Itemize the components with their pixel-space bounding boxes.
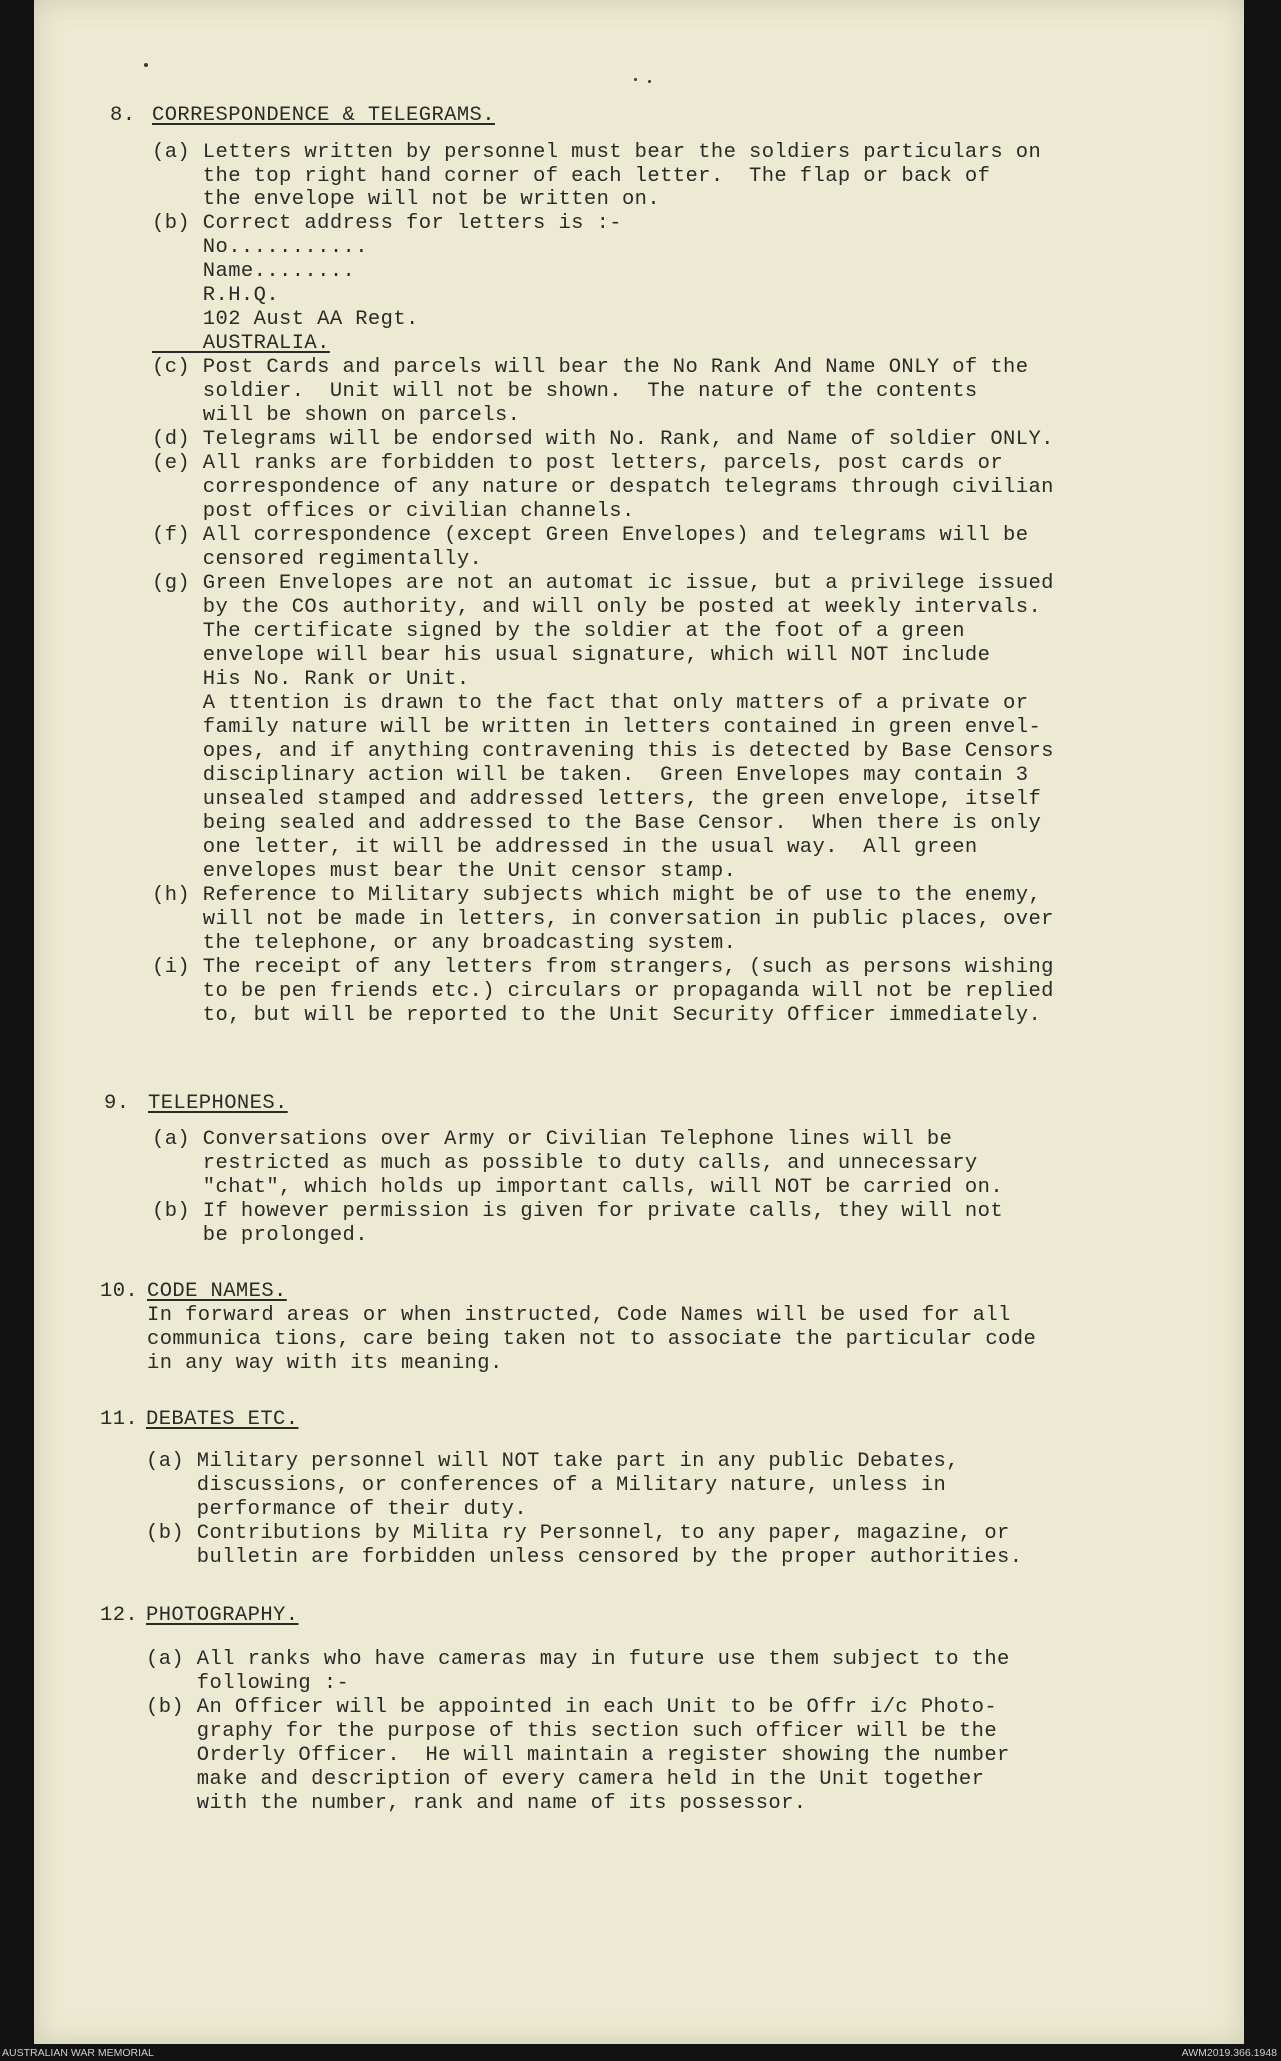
section-heading: PHOTOGRAPHY. <box>146 1604 299 1627</box>
text-line: will not be made in letters, in conversation in public places, over <box>152 908 1054 931</box>
text-line: discussions, or conferences of a Military nature, unless in <box>146 1474 947 1497</box>
text-line: be prolonged. <box>152 1224 368 1247</box>
text-line: No........... <box>152 236 368 259</box>
ink-speck <box>648 80 651 83</box>
text-line: bulletin are forbidden unless censored by the proper authorities. <box>146 1546 1023 1569</box>
text-line: In forward areas or when instructed, Code Names will be used for all <box>147 1304 1011 1327</box>
text-line: graphy for the purpose of this section such officer will be the <box>146 1720 998 1743</box>
text-line: restricted as much as possible to duty calls, and unnecessary <box>152 1152 978 1175</box>
text-line: 102 Aust AA Regt. <box>152 308 419 331</box>
text-line: family nature will be written in letters contained in green envel- <box>152 716 1042 739</box>
text-line: unsealed stamped and addressed letters, the green envelope, itself <box>152 788 1042 811</box>
text-line: opes, and if anything contravening this is detected by Base Censors <box>152 740 1054 763</box>
text-line: (b) Contributions by Milita ry Personnel, to any paper, magazine, or <box>146 1522 1010 1545</box>
text-line: The certificate signed by the soldier at the foot of a green <box>152 620 965 643</box>
text-line: censored regimentally. <box>152 548 483 571</box>
text-line: (f) All correspondence (except Green Envelopes) and telegrams will be <box>152 524 1029 547</box>
text-line: being sealed and addressed to the Base Censor. When there is only <box>152 812 1042 835</box>
section-number: 10. <box>100 1280 139 1303</box>
text-line: to, but will be reported to the Unit Security Officer immediately. <box>152 1004 1042 1027</box>
text-line: communica tions, care being taken not to associate the particular code <box>147 1328 1037 1351</box>
text-line: performance of their duty. <box>146 1498 528 1521</box>
text-line: Orderly Officer. He will maintain a register showing the number <box>146 1744 1010 1767</box>
text-line: (b) Correct address for letters is :- <box>152 212 622 235</box>
footer-left: AUSTRALIAN WAR MEMORIAL <box>2 2047 154 2059</box>
text-line: the top right hand corner of each letter. The flap or back of <box>152 165 991 188</box>
text-line: post offices or civilian channels. <box>152 500 635 523</box>
section-heading: DEBATES ETC. <box>146 1408 299 1431</box>
text-line: (i) The receipt of any letters from strangers, (such as persons wishing <box>152 956 1054 979</box>
text-line: (g) Green Envelopes are not an automat ic issue, but a privilege issued <box>152 572 1054 595</box>
text-line: (a) Military personnel will NOT take part in any public Debates, <box>146 1450 959 1473</box>
text-line: the telephone, or any broadcasting system. <box>152 932 737 955</box>
section-heading: CORRESPONDENCE & TELEGRAMS. <box>152 104 495 127</box>
text-line: following :- <box>146 1672 350 1695</box>
text-line: correspondence of any nature or despatch telegrams through civilian <box>152 476 1054 499</box>
text-line: in any way with its meaning. <box>147 1352 503 1375</box>
text-line: "chat", which holds up important calls, will NOT be carried on. <box>152 1176 1004 1199</box>
text-line: will be shown on parcels. <box>152 404 521 427</box>
text-line: one letter, it will be addressed in the usual way. All green <box>152 836 978 859</box>
text-line: (d) Telegrams will be endorsed with No. Rank, and Name of soldier ONLY. <box>152 428 1054 451</box>
footer-right: AWM2019.366.1948 <box>1181 2047 1277 2059</box>
text-line: (c) Post Cards and parcels will bear the No Rank And Name ONLY of the <box>152 356 1029 379</box>
text-line: Name........ <box>152 260 356 283</box>
section-heading: TELEPHONES. <box>148 1092 288 1115</box>
text-line: (a) Letters written by personnel must bear the soldiers particulars on <box>152 141 1042 164</box>
text-line: soldier. Unit will not be shown. The nature of the contents <box>152 380 978 403</box>
text-line: (h) Reference to Military subjects which might be of use to the enemy, <box>152 884 1042 907</box>
text-line: envelopes must bear the Unit censor stamp. <box>152 860 737 883</box>
typed-text <box>34 0 1244 2044</box>
text-line: the envelope will not be written on. <box>152 188 661 211</box>
text-line: His No. Rank or Unit. <box>152 668 470 691</box>
text-line: R.H.Q. <box>152 284 280 307</box>
text-line: by the COs authority, and will only be posted at weekly intervals. <box>152 596 1042 619</box>
section-number: 12. <box>100 1604 139 1627</box>
text-line: A ttention is drawn to the fact that only matters of a private or <box>152 692 1029 715</box>
text-line: AUSTRALIA. <box>152 332 330 355</box>
text-line: disciplinary action will be taken. Green Envelopes may contain 3 <box>152 764 1029 787</box>
text-line: (a) All ranks who have cameras may in future use them subject to the <box>146 1648 1010 1671</box>
ink-speck <box>144 63 148 67</box>
text-line: (a) Conversations over Army or Civilian Telephone lines will be <box>152 1128 953 1151</box>
section-number: 8. <box>110 104 136 127</box>
text-line: with the number, rank and name of its possessor. <box>146 1792 807 1815</box>
section-number: 9. <box>104 1092 130 1115</box>
ink-speck <box>634 78 637 81</box>
text-line: to be pen friends etc.) circulars or propaganda will not be replied <box>152 980 1054 1003</box>
text-line: (e) All ranks are forbidden to post letters, parcels, post cards or <box>152 452 1004 475</box>
document-page <box>34 0 1244 2044</box>
text-line: (b) An Officer will be appointed in each Unit to be Offr i/c Photo- <box>146 1696 998 1719</box>
section-number: 11. <box>100 1408 139 1431</box>
text-line: make and description of every camera held in the Unit together <box>146 1768 985 1791</box>
text-line: envelope will bear his usual signature, which will NOT include <box>152 644 991 667</box>
section-heading: CODE NAMES. <box>147 1280 287 1303</box>
text-line: (b) If however permission is given for private calls, they will not <box>152 1200 1004 1223</box>
